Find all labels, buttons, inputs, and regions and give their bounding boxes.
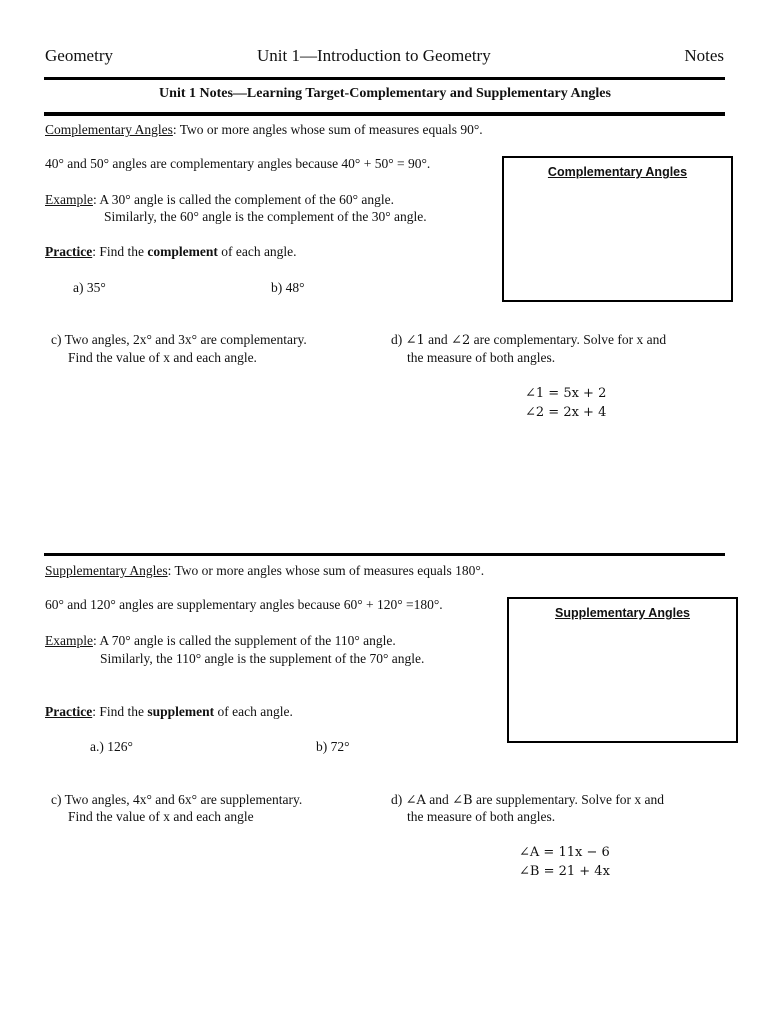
header-title: Unit 1—Introduction to Geometry xyxy=(257,46,491,65)
supplementary-problem-b: b) 72° xyxy=(316,739,350,754)
supplementary-term: Supplementary Angles xyxy=(45,563,168,578)
practice-post: of each angle. xyxy=(214,704,293,719)
d-rest: are complementary. Solve for x and xyxy=(470,332,667,347)
supplementary-problem-d xyxy=(391,792,664,808)
supplementary-fact: 60° and 120° angles are supplementary angles because 60° + 120° =180°. xyxy=(45,597,443,612)
complementary-problem-d xyxy=(391,332,666,348)
complementary-box-title: Complementary Angles xyxy=(547,165,688,179)
d-angle-1: ∠1 xyxy=(405,333,425,348)
example-line1: : A 70° angle is called the supplement of the 110° angle. xyxy=(92,633,396,648)
complementary-example xyxy=(45,192,394,208)
practice-post: of each angle. xyxy=(217,244,297,259)
complementary-problem-c: c) Two angles, 2x° and 3x° are complementary. xyxy=(51,332,307,347)
supplementary-practice xyxy=(45,704,293,720)
practice-pre: : Find the xyxy=(92,704,148,719)
d-and: and xyxy=(425,792,453,807)
practice-pre: : Find the xyxy=(92,244,148,259)
complementary-definition-text: : Two or more angles whose sum of measures equals 90°. xyxy=(172,122,483,137)
supplementary-problem-a: a.) 126° xyxy=(90,739,133,754)
practice-label: Practice xyxy=(45,244,93,259)
supplementary-equation-1: ∠A = 11x − 6 xyxy=(519,845,610,860)
d-and: and xyxy=(424,332,452,347)
supplementary-example xyxy=(45,633,396,649)
d-prefix: d) xyxy=(391,332,406,347)
header-right: Notes xyxy=(684,46,724,65)
complementary-problem-c-line2: Find the value of x and each angle. xyxy=(68,350,257,365)
d-angle-b: ∠B xyxy=(452,793,473,808)
complementary-problem-d-line2: the measure of both angles. xyxy=(407,350,556,365)
d-prefix: d) xyxy=(391,792,406,807)
complementary-problem-b: b) 48° xyxy=(271,280,305,295)
supplementary-problem-c: c) Two angles, 4x° and 6x° are supplementary. xyxy=(51,792,303,807)
supplementary-problem-d-line2: the measure of both angles. xyxy=(407,809,556,824)
example-line1: : A 30° angle is called the complement of the 60° angle. xyxy=(92,192,394,207)
header-rule xyxy=(44,77,725,80)
supplementary-definition-text: : Two or more angles whose sum of measures equals 180°. xyxy=(167,563,485,578)
supplementary-equation-2: ∠B = 21 + 4x xyxy=(519,864,610,879)
complementary-equation-1: ∠1 = 5x + 2 xyxy=(525,386,607,401)
example-label: Example xyxy=(45,633,93,648)
complementary-problem-a: a) 35° xyxy=(73,280,106,295)
supplementary-problem-c-line2: Find the value of x and each angle xyxy=(68,809,254,824)
complementary-equation-2: ∠2 = 2x + 4 xyxy=(525,405,607,420)
supplementary-definition xyxy=(45,563,484,579)
complementary-example-line2: Similarly, the 60° angle is the complement of the 30° angle. xyxy=(104,209,427,224)
d-rest: are supplementary. Solve for x and xyxy=(472,792,665,807)
section-divider xyxy=(44,553,725,556)
d-angle-2: ∠2 xyxy=(451,333,471,348)
complementary-definition xyxy=(45,122,483,138)
supplementary-example-line2: Similarly, the 110° angle is the supplement of the 70° angle. xyxy=(100,651,425,666)
supplementary-angles-box xyxy=(507,597,738,743)
subheader: Unit 1 Notes—Learning Target-Complementary and Supplementary Angles xyxy=(159,86,611,101)
complementary-term: Complementary Angles xyxy=(45,122,173,137)
d-angle-a: ∠A xyxy=(405,793,426,808)
complementary-practice xyxy=(45,244,297,260)
subheader-rule xyxy=(44,112,725,116)
header-left: Geometry xyxy=(45,46,113,65)
practice-label: Practice xyxy=(45,704,93,719)
supplementary-box-title: Supplementary Angles xyxy=(555,606,690,620)
practice-bold: supplement xyxy=(147,704,215,719)
complementary-angles-box xyxy=(502,156,733,302)
practice-bold: complement xyxy=(147,244,218,259)
example-label: Example xyxy=(45,192,93,207)
complementary-fact: 40° and 50° angles are complementary angles because 40° + 50° = 90°. xyxy=(45,156,431,171)
